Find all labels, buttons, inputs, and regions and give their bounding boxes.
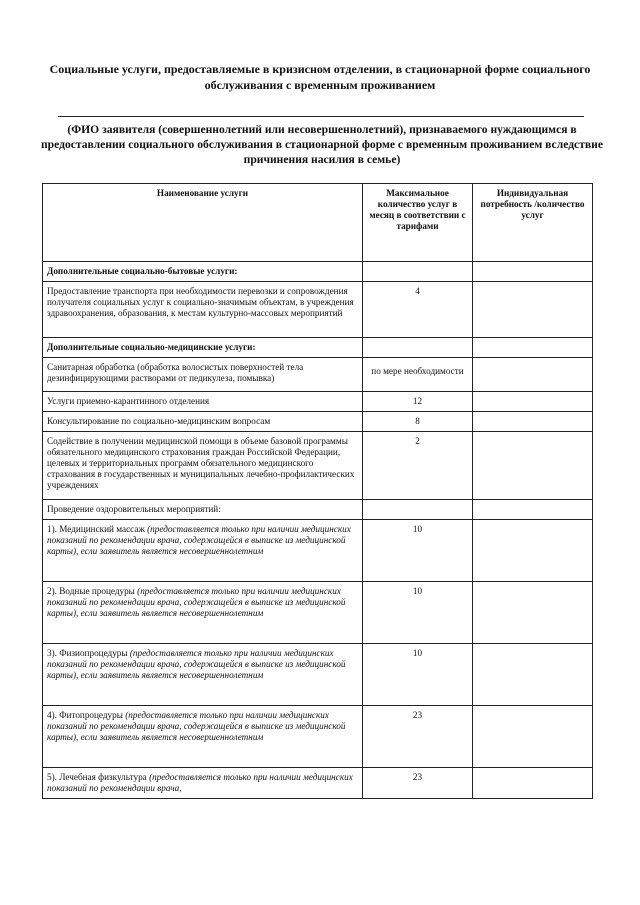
table-row bbox=[43, 706, 593, 768]
wellness-item-note: (предоставляется только при наличии медицинских показаний по рекомендации врача, содержащейся в выписке из медицинской карты), если заявитель является несовершеннолетним bbox=[47, 586, 346, 618]
applicant-note: (ФИО заявителя (совершеннолетний или несовершеннолетний), признаваемого нуждающимся в предоставлении социального обслуживания в стационарной форме с временным проживанием вследствие причинения насилия в семье) bbox=[41, 123, 603, 166]
need-cell[interactable] bbox=[473, 282, 593, 338]
table-row bbox=[43, 392, 593, 412]
table-row bbox=[43, 432, 593, 500]
table-row bbox=[43, 768, 593, 799]
table-header-row bbox=[43, 184, 593, 262]
table-row bbox=[43, 358, 593, 392]
wellness-item bbox=[43, 520, 363, 582]
applicant-name-line bbox=[58, 116, 584, 117]
table-row bbox=[43, 282, 593, 338]
section-medical: Дополнительные социально-медицинские услуги: bbox=[43, 338, 363, 358]
header-individual-need: Индивидуальная потребность /количество услуг bbox=[473, 184, 593, 262]
need-cell[interactable] bbox=[473, 582, 593, 644]
table-row bbox=[43, 520, 593, 582]
wellness-item bbox=[43, 706, 363, 768]
service-count: 10 bbox=[363, 520, 473, 582]
document-title: Социальные услуги, предоставляемые в кризисном отделении, в стационарной форме социального обслуживания с временным проживанием bbox=[49, 62, 591, 92]
service-count: 2 bbox=[363, 432, 473, 500]
need-cell[interactable] bbox=[473, 392, 593, 412]
wellness-item bbox=[43, 644, 363, 706]
wellness-item-title: 4). Фитопроцедуры bbox=[47, 710, 123, 720]
need-cell[interactable] bbox=[473, 768, 593, 799]
service-count: по мере необходимости bbox=[363, 358, 473, 392]
service-count: 8 bbox=[363, 412, 473, 432]
wellness-item-note: (предоставляется только при наличии медицинских показаний по рекомендации врача, содержащейся в выписке из медицинской карты), если заявитель является несовершеннолетним bbox=[47, 648, 346, 680]
service-count: 12 bbox=[363, 392, 473, 412]
service-count: 23 bbox=[363, 706, 473, 768]
service-count: 4 bbox=[363, 282, 473, 338]
services-table bbox=[42, 183, 593, 799]
table-row bbox=[43, 582, 593, 644]
table-row bbox=[43, 644, 593, 706]
service-count: 23 bbox=[363, 768, 473, 799]
service-count: 10 bbox=[363, 582, 473, 644]
service-name: Предоставление транспорта при необходимости перевозки и сопровождения получателя социальных услуг к социально-значимым объектам, в учреждения здравоохранения, образования, к местам культурно-массовых мероприятий bbox=[43, 282, 363, 338]
wellness-item-note: (предоставляется только при наличии медицинских показаний по рекомендации врача, содержащейся в выписке из медицинской карты), если заявитель является несовершеннолетним bbox=[47, 710, 346, 742]
need-cell[interactable] bbox=[473, 432, 593, 500]
section-wellness: Проведение оздоровительных мероприятий: bbox=[43, 500, 363, 520]
service-name: Услуги приемно-карантинного отделения bbox=[43, 392, 363, 412]
section-household: Дополнительные социально-бытовые услуги: bbox=[43, 262, 363, 282]
wellness-item-title: 1). Медицинский массаж bbox=[47, 524, 145, 534]
header-max-count: Максимальное количество услуг в месяц в соответствии с тарифами bbox=[363, 184, 473, 262]
wellness-item-note: (предоставляется только при наличии медицинских показаний по рекомендации врача, содержащейся в выписке из медицинской карты), если заявитель является несовершеннолетним bbox=[47, 524, 351, 556]
service-name: Санитарная обработка (обработка волосистых поверхностей тела дезинфицирующими растворами от педикулеза, помывка) bbox=[43, 358, 363, 392]
need-cell[interactable] bbox=[473, 520, 593, 582]
table-row bbox=[43, 412, 593, 432]
wellness-item-title: 2). Водные процедуры bbox=[47, 586, 135, 596]
need-cell[interactable] bbox=[473, 412, 593, 432]
wellness-item bbox=[43, 768, 363, 799]
service-name: Консультирование по социально-медицинским вопросам bbox=[43, 412, 363, 432]
section-row bbox=[43, 262, 593, 282]
need-cell[interactable] bbox=[473, 644, 593, 706]
need-cell[interactable] bbox=[473, 358, 593, 392]
service-count: 10 bbox=[363, 644, 473, 706]
service-name: Содействие в получении медицинской помощи в объеме базовой программы обязательного медицинского страхования граждан Российской Федерации, целевых и территориальных программ обязательного медицинского страхования в государственных и муниципальных лечебно-профилактических учреждениях bbox=[43, 432, 363, 500]
wellness-item-title: 3). Физиопроцедуры bbox=[47, 648, 128, 658]
header-service-name: Наименование услуги bbox=[43, 184, 363, 262]
wellness-item-title: 5). Лечебная физкультура bbox=[47, 772, 147, 782]
need-cell[interactable] bbox=[473, 706, 593, 768]
section-row bbox=[43, 500, 593, 520]
wellness-item-note: (предоставляется только при наличии медицинских показаний по рекомендации врача, bbox=[47, 772, 353, 793]
wellness-item bbox=[43, 582, 363, 644]
section-row bbox=[43, 338, 593, 358]
